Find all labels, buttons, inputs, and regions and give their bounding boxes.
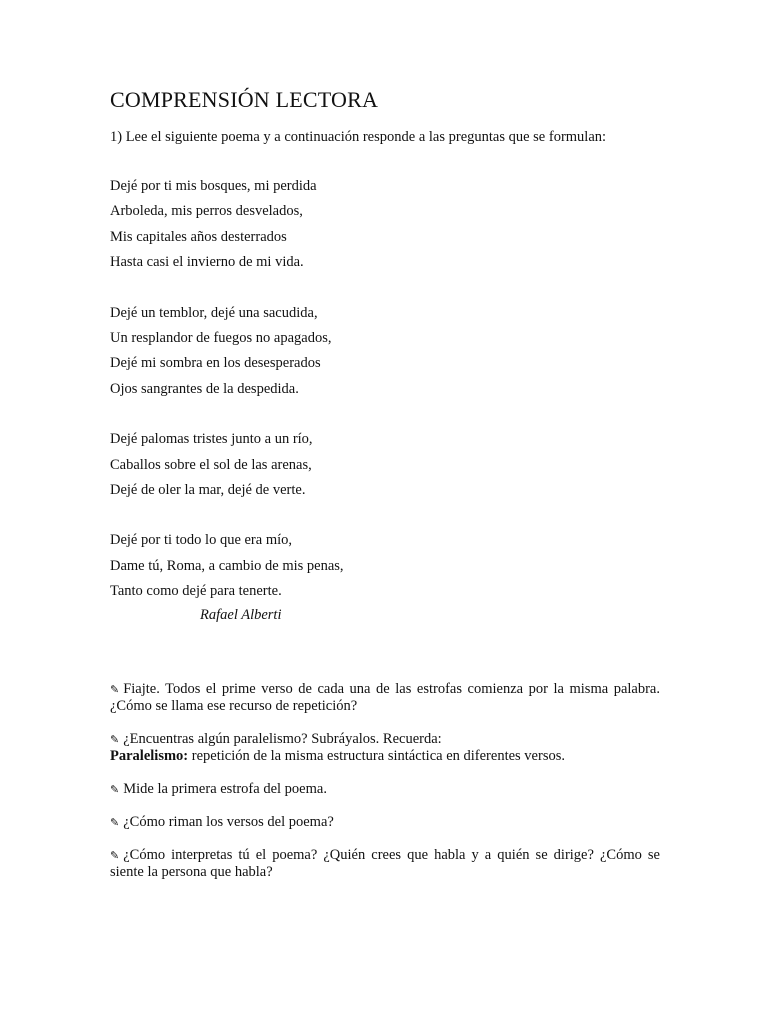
verse: Dejé por ti todo lo que era mío, <box>110 532 293 549</box>
verse: Caballos sobre el sol de las arenas, <box>110 456 312 473</box>
question-text: ¿Cómo riman los versos del poema? <box>123 814 334 830</box>
question-text: Fiajte. Todos el prime verso de cada una de las estrofas comienza por la misma palabra. ¿Cómo se llama ese recurso de repetición? <box>110 681 660 714</box>
verse: Dejé un temblor, dejé una sacudida, <box>110 304 318 321</box>
pencil-icon: ✎ <box>110 816 120 829</box>
question-5 <box>110 847 660 881</box>
definition-text: repetición de la misma estructura sintáctica en diferentes versos. <box>188 748 565 764</box>
pencil-icon: ✎ <box>110 783 120 796</box>
questions-list <box>110 681 660 897</box>
definition <box>110 748 660 765</box>
verse: Mis capitales años desterrados <box>110 228 287 245</box>
pencil-icon: ✎ <box>110 733 120 746</box>
question-3 <box>110 781 660 798</box>
verse: Dejé palomas tristes junto a un río, <box>110 431 313 448</box>
question-1 <box>110 681 660 715</box>
verse: Dejé de oler la mar, dejé de verte. <box>110 482 306 499</box>
poem-author: Rafael Alberti <box>200 607 282 623</box>
pencil-icon: ✎ <box>110 849 120 862</box>
stanza-4 <box>110 528 670 604</box>
question-text: ¿Cómo interpretas tú el poema? ¿Quién crees que habla y a quién se dirige? ¿Cómo se siente la persona que habla? <box>110 847 660 880</box>
verse: Hasta casi el invierno de mi vida. <box>110 254 304 271</box>
question-text: Mide la primera estrofa del poema. <box>123 781 327 797</box>
stanza-2 <box>110 301 670 403</box>
verse: Dejé mi sombra en los desesperados <box>110 355 321 372</box>
verse: Ojos sangrantes de la despedida. <box>110 380 299 397</box>
page-title: COMPRENSIÓN LECTORA <box>110 87 379 112</box>
instruction-text: 1) Lee el siguiente poema y a continuación responde a las preguntas que se formulan: <box>110 129 607 145</box>
verse: Arboleda, mis perros desvelados, <box>110 203 303 220</box>
question-2 <box>110 731 660 748</box>
stanza-1 <box>110 174 670 276</box>
question-text: ¿Encuentras algún paralelismo? Subráyalos. Recuerda: <box>123 731 442 747</box>
verse: Tanto como dejé para tenerte. <box>110 583 282 600</box>
stanza-3 <box>110 427 670 503</box>
poem <box>110 174 670 630</box>
verse: Dejé por ti mis bosques, mi perdida <box>110 178 317 194</box>
pencil-icon: ✎ <box>110 683 120 696</box>
verse: Dame tú, Roma, a cambio de mis penas, <box>110 557 344 574</box>
verse: Un resplandor de fuegos no apagados, <box>110 330 332 347</box>
question-4 <box>110 814 660 831</box>
definition-term: Paralelismo: <box>110 748 189 764</box>
